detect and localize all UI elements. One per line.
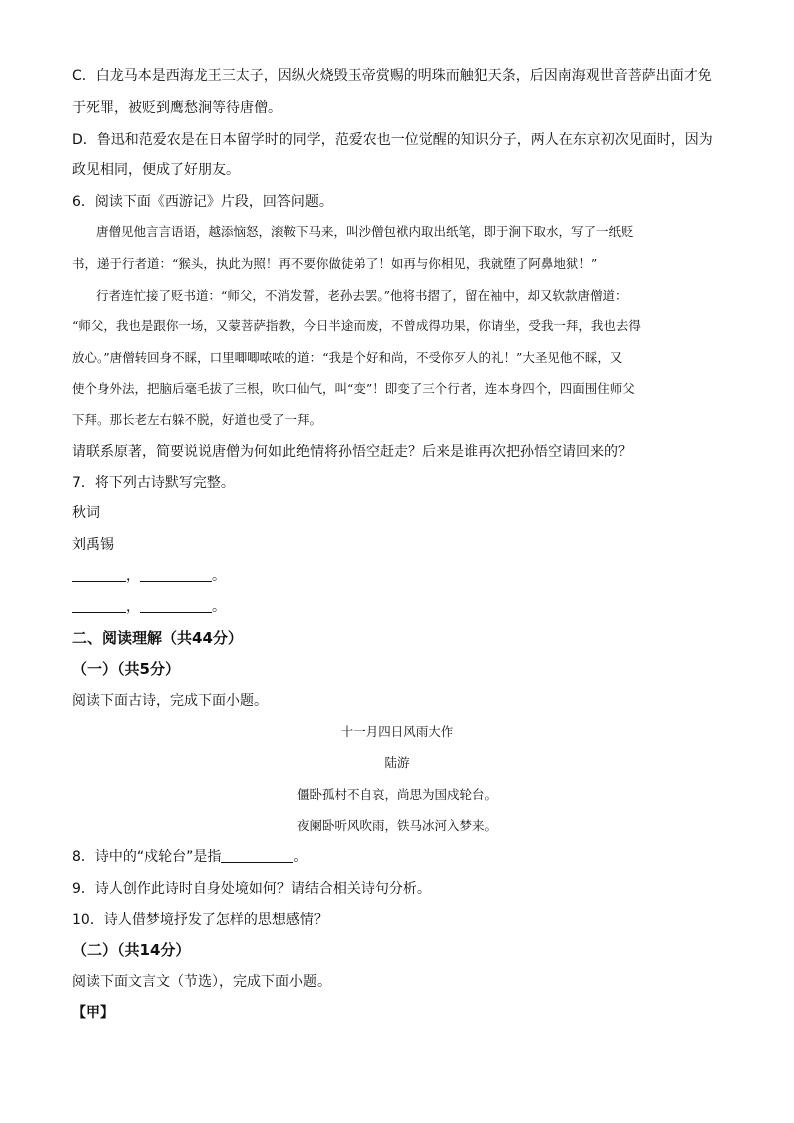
subsection-1-intro: 阅读下面古诗，完成下面小题。 <box>72 693 268 709</box>
option-c-line-2: 于死罪，被贬到鹰愁涧等待唐僧。 <box>72 100 282 116</box>
poem-2-line-1: 僵卧孤村不自哀，尚思为国戍轮台。 <box>296 787 497 802</box>
blank-line-2: ， 。 <box>72 597 226 617</box>
excerpt-line-7: 下拜。那长老左右躲不脱，好道也受了一拜。 <box>72 412 323 427</box>
excerpt-line-3: 行者连忙接了贬书道：“师父，不消发誓，老孙去罢。”他将书摺了，留在袖中，却又软款唐僧道： <box>96 288 628 303</box>
question-8: 8．诗中的“戍轮台”是指 。 <box>72 849 308 865</box>
question-7: 7．将下列古诗默写完整。 <box>72 475 235 491</box>
question-6-prompt: 请联系原著，简要说说唐僧为何如此绝情将孙悟空赶走？后来是谁再次把孙悟空请回来的？ <box>72 444 632 460</box>
excerpt-line-1: 唐僧见他言言语语，越添恼怒，滚鞍下马来，叫沙僧包袱内取出纸笔，即于涧下取水，写了一纸贬 <box>96 224 634 239</box>
answer-blank[interactable] <box>72 567 126 582</box>
question-6: 6．阅读下面《西游记》片段，回答问题。 <box>72 194 333 210</box>
poem-2-line-2: 夜阑卧听风吹雨，铁马冰河入梦来。 <box>296 818 497 833</box>
answer-blank[interactable] <box>140 567 212 582</box>
poem-2-title: 十一月四日风雨大作 <box>340 724 454 739</box>
excerpt-line-2: 书，递于行者道：“猴头，执此为照！再不要你做徒弟了！如再与你相见，我就堕了阿鼻地狱！” <box>72 256 598 271</box>
question-10: 10．诗人借梦境抒发了怎样的思想感情？ <box>72 912 328 928</box>
question-9: 9．诗人创作此诗时自身处境如何？请结合相关诗句分析。 <box>72 881 431 897</box>
poem-title: 秋词 <box>72 505 100 521</box>
poem-2-author: 陆游 <box>384 755 410 770</box>
answer-blank[interactable] <box>140 598 212 613</box>
section-2-heading: 二、阅读理解（共44分） <box>72 629 243 647</box>
excerpt-line-6: 使个身外法，把脑后毫毛拔了三根，吹口仙气，叫“变”！即变了三个行者，连本身四个，四面围住师父 <box>72 381 635 396</box>
answer-blank[interactable] <box>221 848 293 863</box>
answer-blank[interactable] <box>72 598 126 613</box>
passage-jia-label: 【甲】 <box>72 1005 114 1021</box>
excerpt-line-4: “师父，我也是跟你一场，又蒙菩萨指教，今日半途而废，不曾成得功果，你请坐，受我一拜，我也去得 <box>72 318 641 333</box>
excerpt-line-5: 放心。”唐僧转回身不睬，口里唧唧哝哝的道：“我是个好和尚，不受你歹人的礼！”大圣见他不睬，又 <box>72 350 623 365</box>
blank-line-1: ， 。 <box>72 566 226 586</box>
option-d-line-2: 政见相同，便成了好朋友。 <box>72 162 240 178</box>
option-c-line-1: C．白龙马本是西海龙王三太子，因纵火烧毁玉帝赏赐的明珠而触犯天条，后因南海观世音菩萨出面才免 <box>72 68 712 84</box>
option-d-line-1: D．鲁迅和范爱农是在日本留学时的同学，范爱农也一位觉醒的知识分子，两人在东京初次见面时，因为 <box>72 132 713 148</box>
poem-author: 刘禹锡 <box>72 537 114 553</box>
subsection-2-heading: （二）（共14分） <box>72 941 191 959</box>
subsection-1-heading: （一）（共5分） <box>72 660 180 678</box>
subsection-2-intro: 阅读下面文言文（节选），完成下面小题。 <box>72 974 331 990</box>
